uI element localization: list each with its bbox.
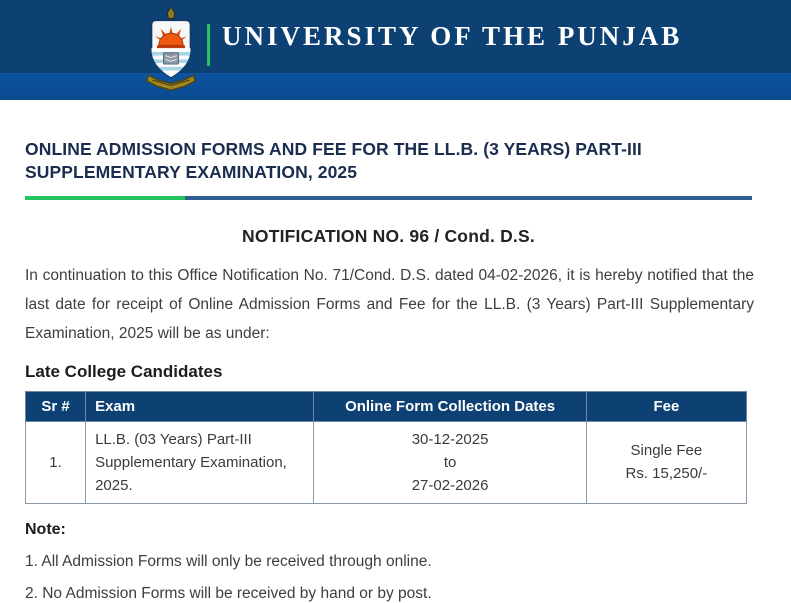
intro-paragraph: In continuation to this Office Notification No. 71/Cond. D.S. dated 04-02-2026, it is hereby notified that the last date for receipt of Online Admission Forms and Fee for the LL.B. (3 Years) Part-III Supplementary Examination, 2025 will be as under: <box>25 267 754 343</box>
column-header-collection-dates: Online Form Collection Dates <box>314 391 586 421</box>
fee-table-header <box>26 391 747 421</box>
fee-type: Single Fee <box>630 442 703 460</box>
cell-serial-number: 1. <box>26 421 86 504</box>
column-header-fee: Fee <box>586 391 746 421</box>
fee-amount: Rs. 15,250/- <box>625 465 708 483</box>
page-title: ONLINE ADMISSION FORMS AND FEE FOR THE LL.B. (3 YEARS) PART-III SUPPLEMENTARY EXAMINATION, 2025 <box>25 139 642 183</box>
table-row <box>26 421 747 504</box>
title-divider <box>25 196 752 200</box>
date-separator: to <box>443 453 457 471</box>
divider-blue-segment <box>185 196 752 200</box>
header-separator-bar <box>207 24 210 66</box>
cell-collection-dates <box>314 421 586 504</box>
note-heading: Note: <box>25 521 66 539</box>
university-crest-icon <box>143 6 199 96</box>
column-header-sr: Sr # <box>26 391 86 421</box>
section-heading-late-college-candidates: Late College Candidates <box>25 361 223 381</box>
site-header <box>0 0 791 100</box>
date-start: 30-12-2025 <box>411 430 489 448</box>
university-name: UNIVERSITY OF THE PUNJAB <box>222 21 683 51</box>
cell-exam-name: LL.B. (03 Years) Part-III Supplementary Examination, 2025. <box>86 421 314 504</box>
header-blue-strip <box>0 73 791 100</box>
fee-table-body <box>26 421 747 504</box>
cell-fee-amount <box>586 421 746 504</box>
date-end: 27-02-2026 <box>411 477 489 495</box>
header-row <box>26 391 747 421</box>
note-item-1: 1. All Admission Forms will only be received through online. <box>25 553 432 571</box>
divider-green-segment <box>25 196 185 200</box>
note-item-2: 2. No Admission Forms will be received by hand or by post. <box>25 585 432 603</box>
notification-number-heading: NOTIFICATION NO. 96 / Cond. D.S. <box>242 226 535 247</box>
column-header-exam: Exam <box>86 391 314 421</box>
notification-document <box>0 138 791 603</box>
fee-schedule-table <box>25 391 747 505</box>
